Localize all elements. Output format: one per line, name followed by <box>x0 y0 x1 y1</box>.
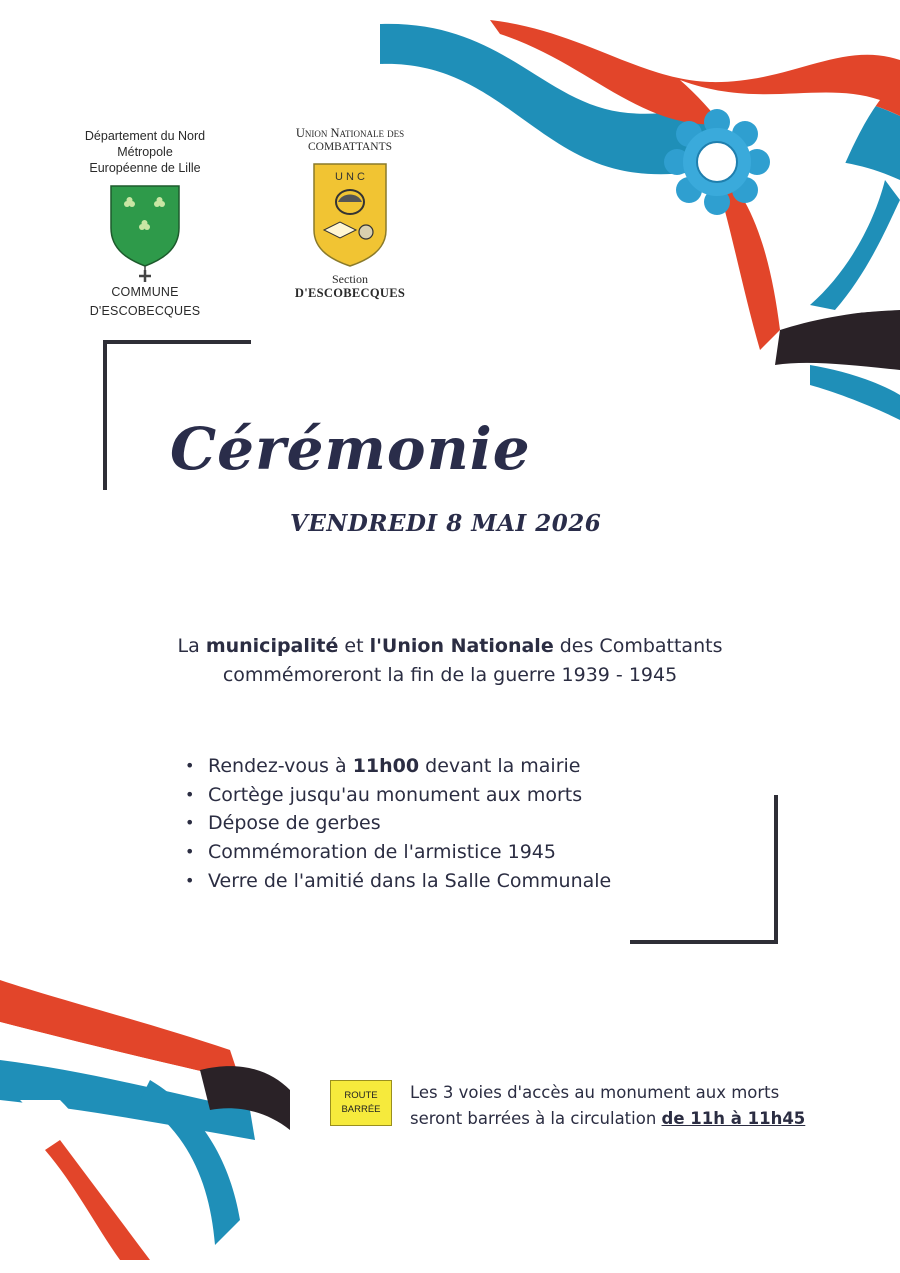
bleuet-cockade-icon <box>664 109 770 215</box>
commune-logo <box>70 128 220 320</box>
metropole-line: Métropole <box>117 145 173 159</box>
unc-title-line2: COMBATTANTS <box>307 141 393 153</box>
program-item-rendez-vous: • Rendez-vous à 11h00 devant la mairie <box>185 752 705 781</box>
corner-bracket-bottom-right <box>630 940 778 944</box>
program-time: 11h00 <box>352 755 420 777</box>
intro-line1: La municipalité et l'Union Nationale des Combattants <box>177 635 723 657</box>
commune-name: D'ESCOBECQUES <box>89 304 201 318</box>
route-notice <box>410 1080 870 1132</box>
route-sign-line2: BARRÉE <box>341 1104 381 1115</box>
program-item-armistice: • Commémoration de l'armistice 1945 <box>185 838 705 867</box>
department-line: Département du Nord <box>84 129 206 143</box>
intro-union-nationale: l'Union Nationale <box>369 635 554 657</box>
route-barree-sign-icon <box>330 1080 392 1126</box>
route-notice-line1: Les 3 voies d'accès au monument aux morts <box>410 1083 780 1102</box>
unc-section-label: Section <box>332 272 368 286</box>
route-notice-line2: seront barrées à la circulation de 11h à 11h45 <box>410 1109 806 1128</box>
program-list <box>185 752 705 896</box>
tricolour-ribbon-bottom <box>0 960 300 1273</box>
program-item-verre: • Verre de l'amitié dans la Salle Communale <box>185 867 705 896</box>
route-sign-line1: ROUTE <box>344 1090 378 1101</box>
corner-bracket-top-left <box>103 340 251 344</box>
page-title: Cérémonie <box>170 415 531 483</box>
unc-shield-letters: U N C <box>335 171 365 183</box>
intro-municipalite: municipalité <box>205 635 339 657</box>
unc-shield-icon <box>310 160 390 268</box>
europeenne-line: Européenne de Lille <box>89 161 201 175</box>
program-item-cortege: • Cortège jusqu'au monument aux morts <box>185 781 705 810</box>
commune-label: COMMUNE <box>111 285 179 299</box>
intro-line2: commémoreront la fin de la guerre 1939 - 1945 <box>222 664 678 686</box>
intro-paragraph <box>100 632 800 690</box>
event-date: VENDREDI 8 MAI 2026 <box>290 510 602 537</box>
unc-section-name: D'ESCOBECQUES <box>294 286 406 300</box>
unc-title-line1: Union Nationale des <box>295 126 405 140</box>
program-item-gerbes: • Dépose de gerbes <box>185 809 705 838</box>
unc-logo <box>275 126 425 300</box>
corner-bracket-top-left-vertical <box>103 340 107 490</box>
commune-coat-of-arms-icon <box>105 182 185 282</box>
corner-bracket-bottom-right-vertical <box>774 795 778 944</box>
tricolour-ribbon-top <box>380 20 900 420</box>
route-closure-hours: de 11h à 11h45 <box>661 1109 806 1128</box>
